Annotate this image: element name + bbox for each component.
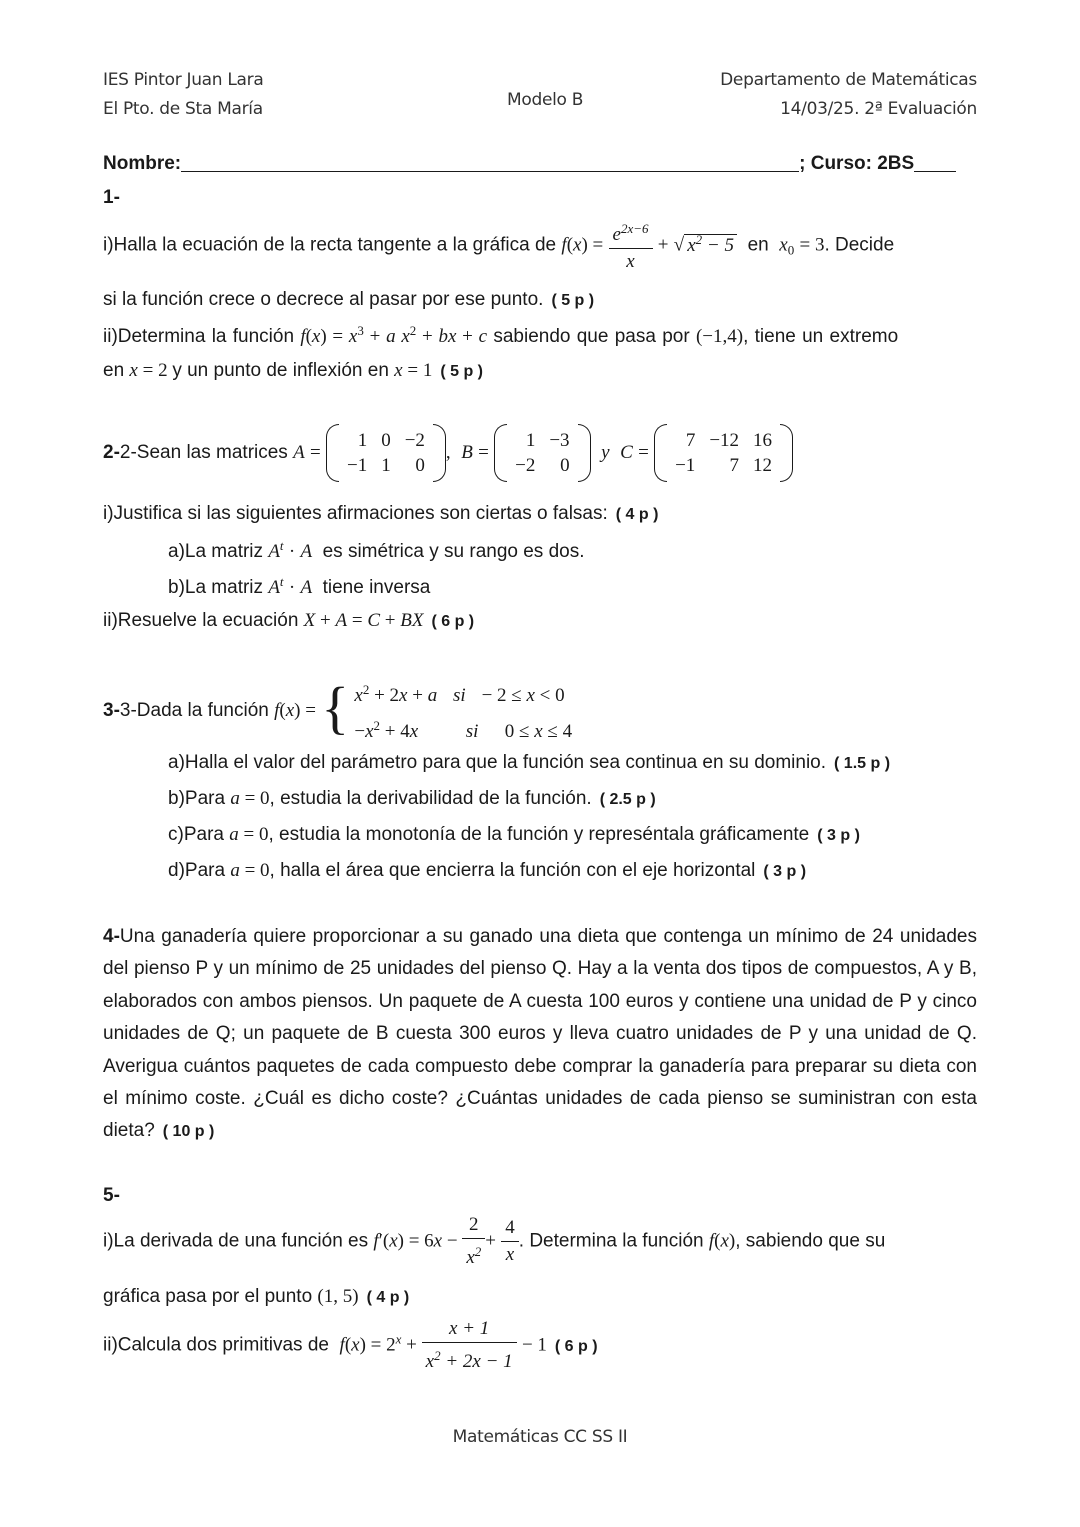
q3-d-text: , halla el área que encierra la función con el eje horizontal <box>269 860 756 881</box>
q1-en: en <box>747 234 769 256</box>
q3-b-points: ( 2.5 p ) <box>599 791 656 808</box>
q2-matrices-line: 2-2-Sean las matrices A = 1 0 −2 −1 1 0 , B = 1 −3 −2 0 y C = 7 −12 16 −1 7 12 <box>103 428 793 478</box>
q5-i-line2: gráfica pasa por el punto (1, 5) ( 4 p ) <box>103 1286 410 1307</box>
q3-a-line <box>168 752 890 774</box>
q2-i-text: i)Justifica si las siguientes afirmaciones son ciertas o falsas: <box>103 503 608 524</box>
q2-ii-line: ii)Resuelve la ecuación X + A = C + BX ( 6 p ) <box>103 610 475 631</box>
q5-ii-text: ii)Calcula dos primitivas de <box>103 1334 329 1356</box>
q2-intro: 2-Sean las matrices <box>119 442 288 464</box>
q3-b-text: , estudia la derivabilidad de la función. <box>269 788 592 809</box>
matrix-b <box>494 428 590 478</box>
student-info <box>103 153 956 175</box>
q4-points: ( 10 p ) <box>162 1123 215 1141</box>
q2-ii-points: ( 6 p ) <box>431 613 475 630</box>
q1-decide: . Decide <box>824 234 895 256</box>
q2-b-text: b)La matriz <box>168 577 264 598</box>
q5-i-line1: i)La derivada de una función es f′(x) = 6x − $\frac{2}{x^2}$ + $\frac{4}{x}$ . Determina la función f(x), sabiendo que su <box>103 1214 886 1268</box>
matrix-b-cell: 0 <box>560 455 570 476</box>
q1-i-text: i)Halla la ecuación de la recta tangente a la gráfica de <box>103 234 557 256</box>
matrix-a-cell: 1 <box>381 455 391 476</box>
q1-ii-line2: en x = 2 y un punto de inflexión en x = 1 ( 5 p ) <box>103 360 483 381</box>
matrix-a-cell: 0 <box>415 455 425 476</box>
q1-ii-text-b: sabiendo que pasa por <box>493 326 690 347</box>
q3-b-pre: b)Para <box>168 788 226 809</box>
q5-number: 5- <box>103 1185 120 1206</box>
q3-d-line: d)Para a = 0, halla el área que encierra la función con el eje horizontal ( 3 p ) <box>168 860 807 881</box>
q1-i-points: ( 5 p ) <box>551 292 595 309</box>
q5-ii-points: ( 6 p ) <box>554 1337 598 1355</box>
matrix-c-cell: 16 <box>753 430 773 451</box>
q4-paragraph <box>103 921 977 1149</box>
q1-number: 1- <box>103 187 120 208</box>
q3-intro: 3-Dada la función <box>119 700 269 721</box>
q2-ii-text: ii)Resuelve la ecuación <box>103 610 299 631</box>
q3-c-pre: c)Para <box>168 824 224 845</box>
matrix-a <box>326 428 446 478</box>
school-name: IES Pintor Juan Lara <box>103 70 264 90</box>
matrix-c-cell: −1 <box>675 455 696 476</box>
q1-fraction: $\frac{e^{2x-6}}{x}$ <box>609 216 653 275</box>
school-town: El Pto. de Sta María <box>103 99 263 119</box>
q1-ii-text-e: y un punto de inflexión en <box>172 360 389 381</box>
q2-a-line: a)La matriz $A^t \cdot A$ es simétrica y su rango es dos. <box>168 538 585 562</box>
q1-ii-line1: ii)Determina la función $f(x) = x^3 + a$ $x^2$ + bx + c sabiendo que pasa por (−1,4), tiene un extremo <box>103 323 899 347</box>
matrix-b-cell: 1 <box>525 430 536 451</box>
q1-i-text2: si la función crece o decrece al pasar por ese punto. <box>103 289 544 310</box>
q1-ii-en: en <box>103 360 125 381</box>
department: Departamento de Matemáticas <box>720 70 977 90</box>
name-blank[interactable] <box>181 171 799 172</box>
q1-function: f <box>561 234 567 256</box>
q1-ii-text-c: , tiene un extremo <box>743 326 899 347</box>
footer: Matemáticas CC SS II <box>452 1427 628 1447</box>
q5-i-text-d: gráfica pasa por el punto <box>103 1286 313 1307</box>
q1-ii-text: ii)Determina la función <box>103 326 295 347</box>
matrix-c-cell: 7 <box>729 455 740 476</box>
matrix-c <box>654 428 793 478</box>
q5-i-text-c: , sabiendo que su <box>735 1230 886 1252</box>
course-label: ; Curso: 2BS <box>799 153 915 174</box>
q3-b-line: b)Para a = 0, estudia la derivabilidad de la función. ( 2.5 p ) <box>168 788 656 809</box>
matrix-c-cell: 12 <box>753 455 773 476</box>
q2-a-text: a)La matriz <box>168 541 264 562</box>
q4-text: Una ganadería quiere proporcionar a su ganado una dieta que contenga un mínimo de 24 unidades del pienso P y un mínimo de 25 unidades del pienso Q. Hay a la venta dos tipos de compuestos, A y B, elaborados con ambos piensos. Un paquete de A cuesta 100 euros y contiene una unidad de P y cinco unidades de Q; un paquete de B cuesta 300 euros y lleva cuatro unidades de P y una unidad de Q. Averigua cuántos paquetes de cada compuesto debe comprar la ganadería para preparar su dieta con el mínimo coste. ¿Cuál es dicho coste? ¿Cuántas unidades de cada pienso se suministran con esta dieta? <box>103 926 977 1142</box>
q3-c-line: c)Para a = 0, estudia la monotonía de la función y represéntala gráficamente ( 3 p ) <box>168 824 860 845</box>
q3-c-points: ( 3 p ) <box>817 827 860 844</box>
q3-c-text: , estudia la monotonía de la función y represéntala gráficamente <box>268 824 810 845</box>
q3-function-line: 3-3-Dada la función f(x) = { $x^2 + 2x + a$ si − 2 ≤ x < 0 $-x^2 + 4x$ si 0 ≤ x ≤ 4 <box>103 675 572 747</box>
q2-b-line: b)La matriz $A^t \cdot A$ tiene inversa <box>168 574 431 598</box>
matrix-b-cell: −3 <box>549 430 570 451</box>
matrix-c-cell: 7 <box>685 430 696 451</box>
matrix-a-cell: 0 <box>381 430 391 451</box>
q3-d-pre: d)Para <box>168 860 226 881</box>
matrix-b-cell: −2 <box>515 455 536 476</box>
q3-d-points: ( 3 p ) <box>763 863 807 880</box>
q4-number: 4- <box>103 926 120 947</box>
q2-i-line <box>103 503 658 525</box>
q5-i-text-b: . Determina la función <box>518 1230 704 1252</box>
q1-i-line2 <box>103 289 594 311</box>
exam-date: 14/03/25. 2ª Evaluación <box>780 99 977 119</box>
q1-i-line1: i)Halla la ecuación de la recta tangente a la gráfica de f(x) = $\frac{e^{2x-6}}{x}$ + √ $x^2 - 5$ en $x_0 = 3$. Decide <box>103 216 894 275</box>
matrix-c-cell: −12 <box>709 430 740 451</box>
matrix-a-cell: −2 <box>404 430 425 451</box>
exam-model: Modelo B <box>507 90 584 110</box>
course-blank[interactable] <box>914 171 956 172</box>
name-label: Nombre: <box>103 153 182 174</box>
q3-a-text: a)Halla el valor del parámetro para que la función sea continua en su dominio. <box>168 752 827 773</box>
q2-i-points: ( 4 p ) <box>615 506 659 523</box>
q2-a-text-b: es simétrica y su rango es dos. <box>322 541 585 562</box>
q3-piecewise: $x^2 + 2x + a$ si − 2 ≤ x < 0 $-x^2 + 4x$ si 0 ≤ x ≤ 4 <box>354 682 573 742</box>
q5-i-points: ( 4 p ) <box>366 1289 410 1306</box>
q1-ii-points: ( 5 p ) <box>440 363 483 380</box>
matrix-a-cell: −1 <box>346 455 368 476</box>
q3-a-points: ( 1.5 p ) <box>834 755 891 772</box>
q5-i-text: i)La derivada de una función es <box>103 1230 369 1252</box>
q5-ii-line: ii)Calcula dos primitivas de $f(x) = 2^x$ + $\frac{x + 1}{x^2 + 2x - 1}$ − 1 ( 6 p ) <box>103 1318 598 1372</box>
matrix-a-cell: 1 <box>357 430 368 451</box>
q2-b-text-b: tiene inversa <box>322 577 431 598</box>
